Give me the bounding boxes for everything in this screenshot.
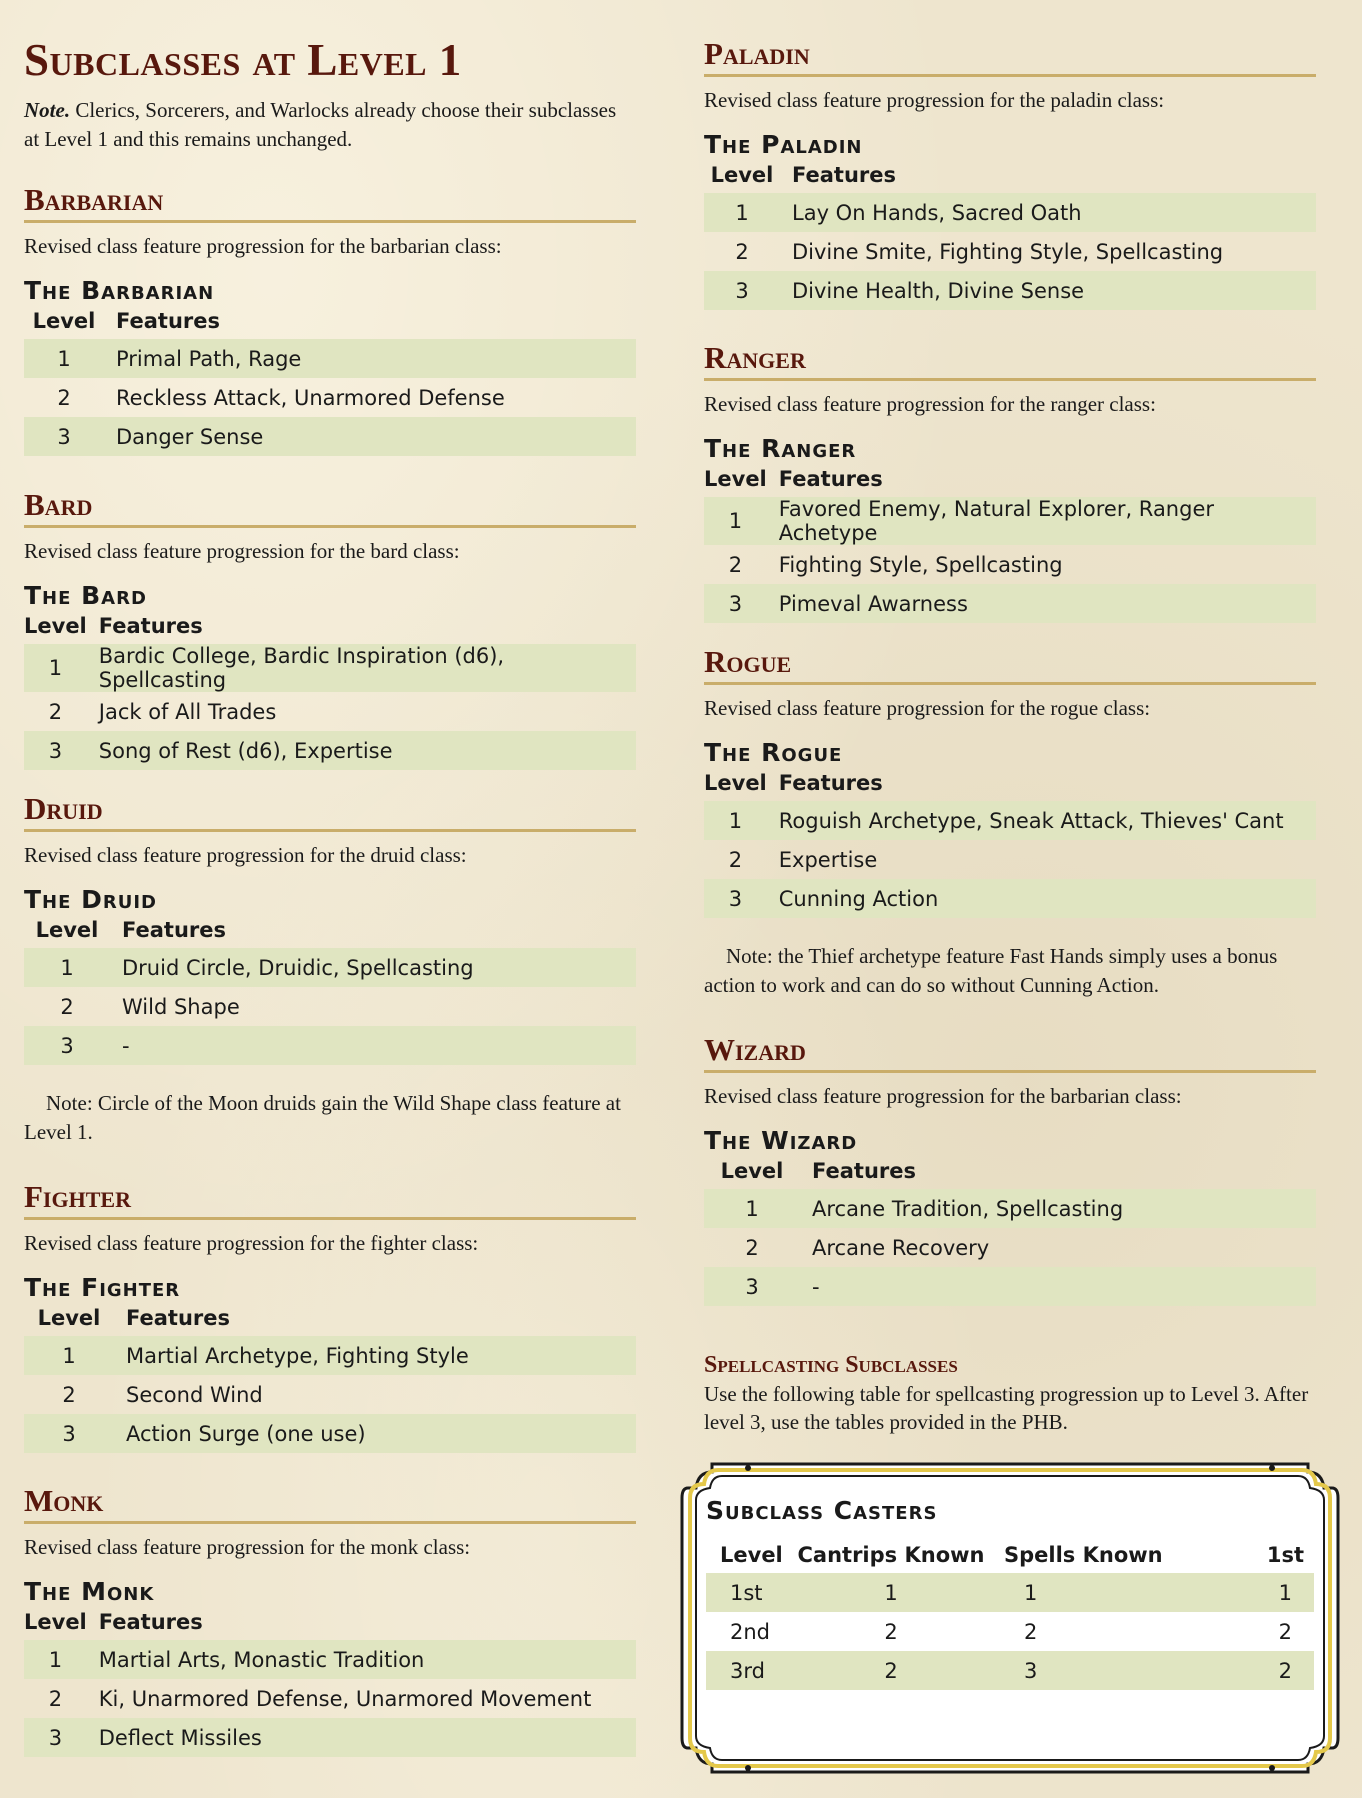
table-row bbox=[24, 1336, 636, 1375]
feature-cell: Martial Arts, Monastic Tradition bbox=[87, 1640, 636, 1679]
feature-cell: Martial Archetype, Fighting Style bbox=[114, 1336, 636, 1375]
col-header-level: Level bbox=[704, 771, 767, 795]
page-title: Subclasses at Level 1 bbox=[24, 35, 462, 85]
col-header-features: Features bbox=[126, 1306, 230, 1330]
feature-cell: - bbox=[110, 1026, 636, 1065]
level-cell: 2nd bbox=[730, 1619, 771, 1644]
col-header-features: Features bbox=[116, 309, 220, 333]
col-header-features: Features bbox=[792, 163, 896, 187]
section-wizard bbox=[704, 1032, 1316, 1306]
feature-cell: Expertise bbox=[778, 847, 878, 872]
section-druid bbox=[24, 791, 636, 1147]
table-row bbox=[24, 731, 636, 770]
section-rogue bbox=[704, 644, 1316, 1000]
subclass-casters-frame bbox=[672, 1458, 1348, 1778]
col-header-features: Features bbox=[98, 1610, 203, 1634]
subclass-casters-content bbox=[706, 1496, 1314, 1690]
section-heading: Barbarian bbox=[24, 182, 636, 223]
feature-cell: Reckless Attack, Unarmored Defense bbox=[116, 385, 505, 410]
table-row bbox=[24, 339, 636, 378]
feature-cell: Primal Path, Rage bbox=[104, 339, 636, 378]
table-row bbox=[24, 1718, 636, 1757]
col-header-level: Level bbox=[37, 1306, 101, 1330]
table-title: The Fighter bbox=[24, 1273, 181, 1302]
table-row bbox=[24, 1414, 636, 1453]
section-description: Revised class feature progression for the barbarian class: bbox=[24, 234, 502, 258]
table-row bbox=[24, 987, 636, 1026]
col-header-level: Level bbox=[704, 467, 767, 491]
section-heading: Ranger bbox=[704, 340, 1316, 381]
intro-note bbox=[24, 96, 636, 154]
level-cell: 2 bbox=[735, 239, 749, 264]
level-cell: 2 bbox=[745, 1235, 759, 1260]
section-note: Note: Circle of the Moon druids gain the Wild Shape class feature at Level 1. bbox=[24, 1091, 621, 1144]
section-heading: Druid bbox=[24, 791, 636, 832]
table-title: The Bard bbox=[24, 581, 147, 610]
progression-table bbox=[24, 1303, 636, 1453]
col-header-features: Features bbox=[778, 771, 883, 795]
table-row bbox=[704, 193, 1316, 232]
progression-table bbox=[24, 915, 636, 1065]
level-cell: 3 bbox=[704, 584, 767, 623]
section-description: Revised class feature progression for the bard class: bbox=[24, 539, 460, 563]
section-heading: Fighter bbox=[24, 1179, 636, 1220]
table-row bbox=[24, 417, 636, 456]
table-row bbox=[24, 1640, 636, 1679]
feature-cell: 2 bbox=[1278, 1619, 1292, 1644]
col-header-spells: Spells Known bbox=[1004, 1543, 1163, 1567]
table-row bbox=[706, 1612, 1314, 1651]
level-cell: 3 bbox=[24, 1718, 87, 1757]
feature-cell: Action Surge (one use) bbox=[114, 1414, 636, 1453]
table-row bbox=[704, 545, 1316, 584]
level-cell: 3 bbox=[24, 1026, 110, 1065]
level-cell: 2 bbox=[48, 1686, 63, 1711]
table-row bbox=[24, 1026, 636, 1065]
col-header-1st: 1st bbox=[1266, 1543, 1304, 1567]
feature-cell: Ki, Unarmored Defense, Unarmored Movement bbox=[98, 1686, 592, 1711]
progression-table bbox=[704, 768, 1316, 918]
section-paladin bbox=[704, 36, 1316, 310]
level-cell: 1 bbox=[704, 801, 767, 840]
section-heading: Monk bbox=[24, 1483, 636, 1524]
level-cell: 3 bbox=[24, 731, 87, 770]
feature-cell: 2 bbox=[1176, 1651, 1314, 1690]
table-row bbox=[704, 232, 1316, 271]
table-row bbox=[704, 497, 1316, 545]
feature-cell: Song of Rest (d6), Expertise bbox=[87, 731, 636, 770]
table-title: The Paladin bbox=[704, 130, 863, 159]
progression-table bbox=[24, 306, 636, 456]
table-row bbox=[704, 1189, 1316, 1228]
table-title: The Monk bbox=[24, 1577, 155, 1606]
table-title: The Ranger bbox=[704, 434, 857, 463]
table-title: The Wizard bbox=[704, 1126, 858, 1155]
feature-cell: - bbox=[800, 1267, 1316, 1306]
section-note: Note: the Thief archetype feature Fast Hands simply uses a bonus action to work and can do so without Cunning Action. bbox=[704, 944, 1278, 997]
col-header-features: Features bbox=[778, 467, 883, 491]
progression-table bbox=[24, 611, 636, 770]
col-header-level: Level bbox=[710, 163, 774, 187]
section-fighter bbox=[24, 1179, 636, 1453]
intro-note-text: Clerics, Sorcerers, and Warlocks already choose their subclasses at Level 1 and this remains unchanged. bbox=[24, 98, 617, 151]
col-header-cantrips: Cantrips Known bbox=[797, 1543, 985, 1567]
table-row bbox=[24, 378, 636, 417]
feature-cell: Arcane Recovery bbox=[812, 1235, 990, 1260]
section-description: Revised class feature progression for the ranger class: bbox=[704, 392, 1156, 416]
section-description: Revised class feature progression for the barbarian class: bbox=[704, 1084, 1182, 1108]
col-header-level: Level bbox=[720, 1159, 784, 1183]
table-row bbox=[24, 1375, 636, 1414]
table-row bbox=[706, 1651, 1314, 1690]
level-cell: 1 bbox=[24, 339, 104, 378]
col-header-level: Level bbox=[35, 918, 99, 942]
feature-cell: 2 bbox=[884, 1619, 898, 1644]
level-cell: 3 bbox=[24, 417, 104, 456]
section-description: Revised class feature progression for the druid class: bbox=[24, 843, 467, 867]
progression-table bbox=[24, 1607, 636, 1757]
table-row bbox=[24, 644, 636, 692]
casters-table-title: Subclass Casters bbox=[706, 1496, 938, 1525]
level-cell: 3 bbox=[704, 1267, 800, 1306]
section-heading: Paladin bbox=[704, 36, 1316, 77]
level-cell: 1 bbox=[704, 1189, 800, 1228]
feature-cell: Danger Sense bbox=[104, 417, 636, 456]
feature-cell: Deflect Missiles bbox=[87, 1718, 636, 1757]
feature-cell: Pimeval Awarness bbox=[767, 584, 1316, 623]
col-header-features: Features bbox=[98, 614, 203, 638]
col-header-features: Features bbox=[122, 918, 226, 942]
section-barbarian bbox=[24, 182, 636, 456]
table-row bbox=[24, 1679, 636, 1718]
col-header-features: Features bbox=[812, 1159, 916, 1183]
level-cell: 1 bbox=[704, 193, 780, 232]
table-row bbox=[24, 692, 636, 731]
level-cell: 3 bbox=[24, 1414, 114, 1453]
casters-table bbox=[706, 1540, 1314, 1690]
feature-cell: Divine Smite, Fighting Style, Spellcasting bbox=[792, 239, 1224, 264]
section-bard bbox=[24, 487, 636, 770]
table-row bbox=[704, 801, 1316, 840]
feature-cell: 2 bbox=[796, 1651, 986, 1690]
feature-cell: Lay On Hands, Sacred Oath bbox=[780, 193, 1316, 232]
feature-cell: Fighting Style, Spellcasting bbox=[778, 552, 1063, 577]
feature-cell: Cunning Action bbox=[767, 879, 1316, 918]
level-cell: 3 bbox=[704, 271, 780, 310]
table-row bbox=[704, 879, 1316, 918]
feature-cell: 2 bbox=[1024, 1619, 1038, 1644]
level-cell: 3 bbox=[704, 879, 767, 918]
level-cell: 2 bbox=[48, 699, 63, 724]
section-monk bbox=[24, 1483, 636, 1757]
progression-table bbox=[704, 160, 1316, 310]
section-description: Revised class feature progression for the monk class: bbox=[24, 1535, 471, 1559]
section-description: Revised class feature progression for the paladin class: bbox=[704, 88, 1165, 112]
feature-cell: Favored Enemy, Natural Explorer, Ranger Achetype bbox=[767, 497, 1316, 545]
feature-cell: 3 bbox=[986, 1651, 1176, 1690]
section-heading: Rogue bbox=[704, 644, 1316, 685]
feature-cell: Jack of All Trades bbox=[98, 699, 277, 724]
section-ranger bbox=[704, 340, 1316, 623]
spellcasting-heading: Spellcasting Subclasses bbox=[704, 1352, 958, 1378]
section-heading: Wizard bbox=[704, 1032, 1316, 1073]
feature-cell: 1 bbox=[796, 1573, 986, 1612]
feature-cell: Bardic College, Bardic Inspiration (d6), Spellcasting bbox=[87, 644, 636, 692]
table-row bbox=[704, 271, 1316, 310]
feature-cell: Roguish Archetype, Sneak Attack, Thieves' Cant bbox=[767, 801, 1316, 840]
level-cell: 1 bbox=[24, 948, 110, 987]
feature-cell: 1 bbox=[1176, 1573, 1314, 1612]
table-row bbox=[24, 948, 636, 987]
section-description: Revised class feature progression for the fighter class: bbox=[24, 1231, 479, 1255]
level-cell: 1 bbox=[24, 1336, 114, 1375]
table-title: The Rogue bbox=[704, 738, 843, 767]
table-title: The Barbarian bbox=[24, 276, 215, 305]
level-cell: 2 bbox=[728, 552, 743, 577]
table-row bbox=[704, 1267, 1316, 1306]
col-header-level: Level bbox=[24, 1610, 87, 1634]
table-row bbox=[706, 1573, 1314, 1612]
section-heading: Bard bbox=[24, 487, 636, 528]
level-cell: 2 bbox=[728, 847, 743, 872]
table-row bbox=[704, 584, 1316, 623]
level-cell: 2 bbox=[60, 994, 74, 1019]
feature-cell: Druid Circle, Druidic, Spellcasting bbox=[110, 948, 636, 987]
progression-table bbox=[704, 1156, 1316, 1306]
level-cell: 2 bbox=[57, 385, 71, 410]
feature-cell: Arcane Tradition, Spellcasting bbox=[800, 1189, 1316, 1228]
section-description: Revised class feature progression for the rogue class: bbox=[704, 696, 1151, 720]
progression-table bbox=[704, 464, 1316, 623]
feature-cell: 1 bbox=[986, 1573, 1176, 1612]
level-cell: 1st bbox=[706, 1573, 796, 1612]
level-cell: 1 bbox=[24, 644, 87, 692]
table-title: The Druid bbox=[24, 885, 157, 914]
col-header-level: Level bbox=[720, 1543, 783, 1567]
level-cell: 2 bbox=[62, 1382, 76, 1407]
level-cell: 3rd bbox=[706, 1651, 796, 1690]
table-row bbox=[704, 840, 1316, 879]
feature-cell: Second Wind bbox=[126, 1382, 263, 1407]
level-cell: 1 bbox=[24, 1640, 87, 1679]
table-row bbox=[704, 1228, 1316, 1267]
feature-cell: Wild Shape bbox=[122, 994, 240, 1019]
level-cell: 1 bbox=[704, 497, 767, 545]
col-header-level: Level bbox=[32, 309, 96, 333]
col-header-level: Level bbox=[24, 614, 87, 638]
spellcasting-text: Use the following table for spellcasting progression up to Level 3. After level 3, use the tables provided in the PHB. bbox=[704, 1382, 1309, 1434]
feature-cell: Divine Health, Divine Sense bbox=[780, 271, 1316, 310]
intro-note-lead: Note. bbox=[24, 98, 71, 122]
